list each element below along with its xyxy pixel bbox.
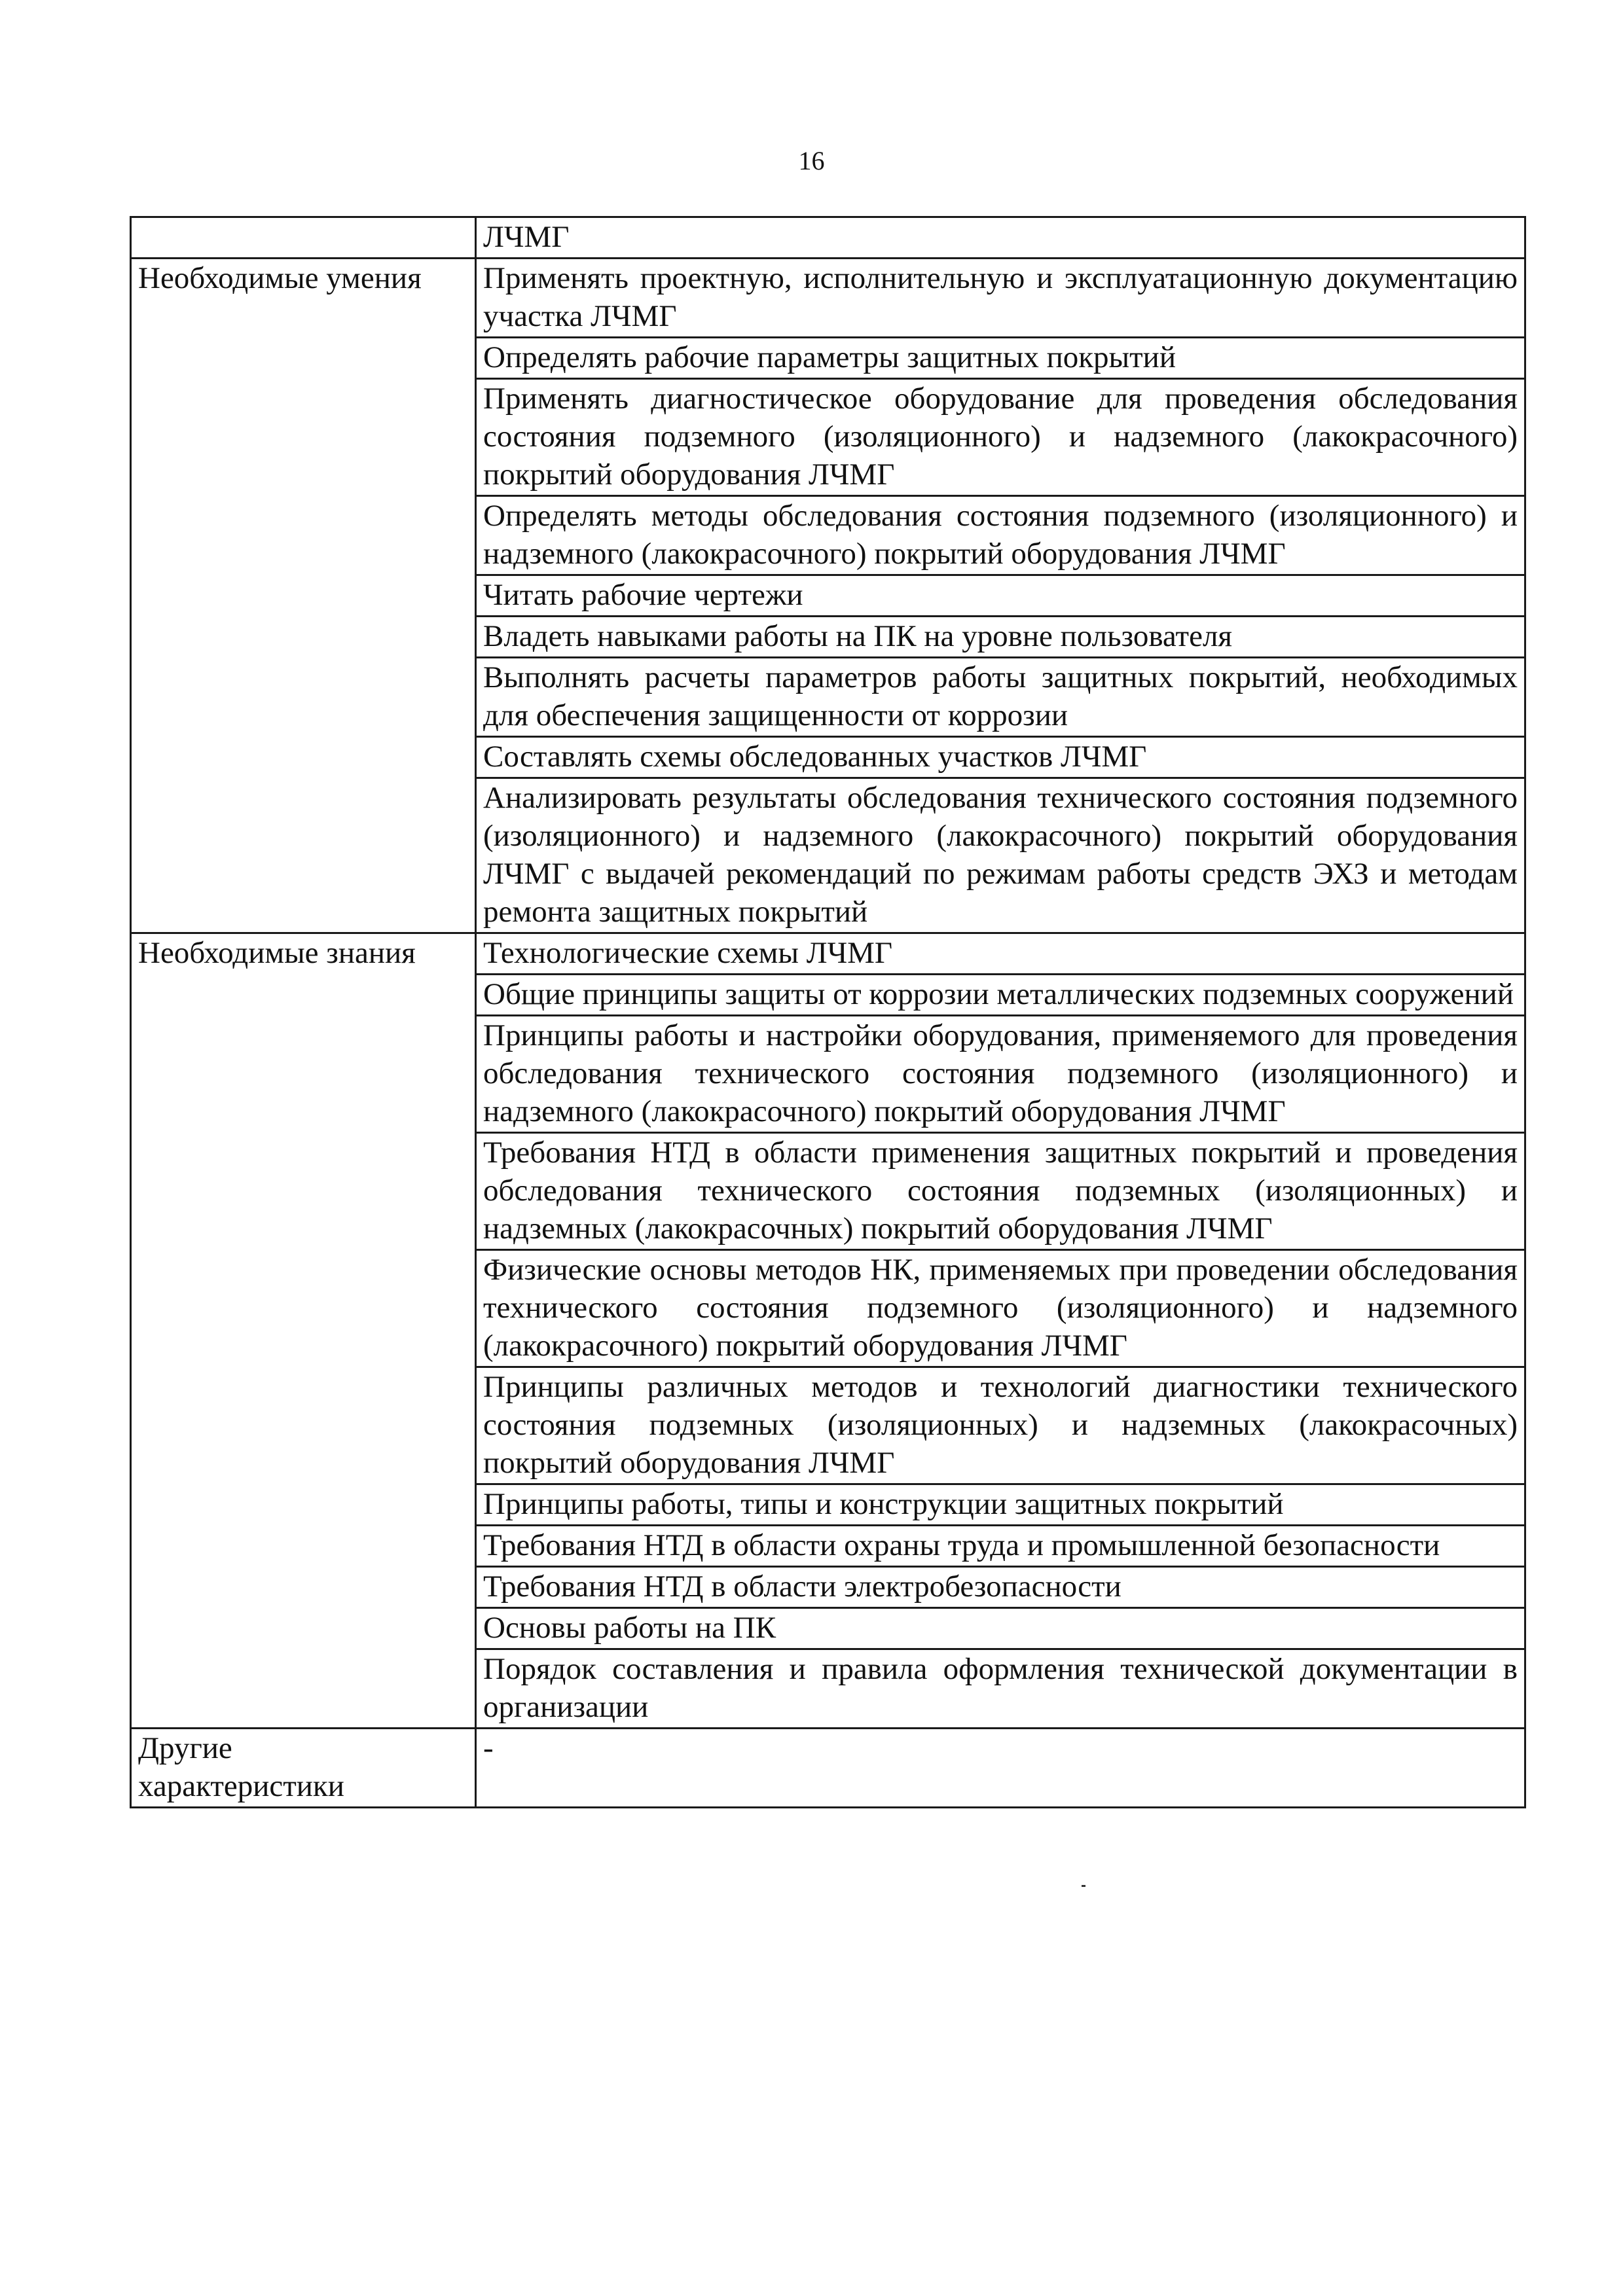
knowledge-item: Порядок составления и правила оформления технической документации в организации bbox=[476, 1649, 1525, 1729]
skill-item: Составлять схемы обследованных участков ЛЧМГ bbox=[476, 737, 1525, 778]
section-label-skills: Необходимые умения bbox=[131, 259, 476, 933]
knowledge-item: Требования НТД в области электробезопасности bbox=[476, 1567, 1525, 1608]
knowledge-item: Требования НТД в области охраны труда и промышленной безопасности bbox=[476, 1526, 1525, 1567]
section-label-knowledge: Необходимые знания bbox=[131, 933, 476, 1729]
knowledge-item: Принципы работы и настройки оборудования, применяемого для проведения обследования технического состояния подземного (изоляционного) и надземного (лакокрасочного) покрытий оборудования ЛЧМГ bbox=[476, 1016, 1525, 1133]
table-row bbox=[131, 217, 1525, 259]
skill-item: Определять методы обследования состояния подземного (изоляционного) и надземного (лакокрасочного) покрытий оборудования ЛЧМГ bbox=[476, 496, 1525, 575]
empty-label-cell bbox=[131, 217, 476, 259]
knowledge-item: Физические основы методов НК, применяемых при проведении обследования технического состояния подземного (изоляционного) и надземного (лакокрасочного) покрытий оборудования ЛЧМГ bbox=[476, 1250, 1525, 1367]
knowledge-item: Требования НТД в области применения защитных покрытий и проведения обследования технического состояния подземных (изоляционных) и надземных (лакокрасочных) покрытий оборудования ЛЧМГ bbox=[476, 1133, 1525, 1250]
stray-mark bbox=[1082, 1885, 1085, 1887]
skill-item: Владеть навыками работы на ПК на уровне пользователя bbox=[476, 617, 1525, 658]
table-row bbox=[131, 1729, 1525, 1808]
knowledge-item: Принципы различных методов и технологий диагностики технического состояния подземных (изоляционных) и надземных (лакокрасочных) покрытий оборудования ЛЧМГ bbox=[476, 1367, 1525, 1484]
knowledge-item: Основы работы на ПК bbox=[476, 1608, 1525, 1649]
skill-item: Применять диагностическое оборудование для проведения обследования состояния подземного (изоляционного) и надземного (лакокрасочного) покрытий оборудования ЛЧМГ bbox=[476, 379, 1525, 496]
section-label-other: Другие характеристики bbox=[131, 1729, 476, 1808]
knowledge-item: Общие принципы защиты от коррозии металлических подземных сооружений bbox=[476, 975, 1525, 1016]
skill-item: Применять проектную, исполнительную и эксплуатационную документацию участка ЛЧМГ bbox=[476, 259, 1525, 338]
knowledge-item: Технологические схемы ЛЧМГ bbox=[476, 933, 1525, 975]
skill-item: Выполнять расчеты параметров работы защитных покрытий, необходимых для обеспечения защищенности от коррозии bbox=[476, 658, 1525, 737]
knowledge-item: Принципы работы, типы и конструкции защитных покрытий bbox=[476, 1484, 1525, 1526]
skill-item: Определять рабочие параметры защитных покрытий bbox=[476, 338, 1525, 379]
skill-item: Анализировать результаты обследования технического состояния подземного (изоляционного) и надземного (лакокрасочного) покрытий оборудования ЛЧМГ с выдачей рекомендаций по режимам работы средств ЭХЗ и методам ремонта защитных покрытий bbox=[476, 778, 1525, 933]
page-number: 16 bbox=[798, 146, 825, 175]
other-item: - bbox=[476, 1729, 1525, 1808]
continuation-cell: ЛЧМГ bbox=[476, 217, 1525, 259]
skill-item: Читать рабочие чертежи bbox=[476, 575, 1525, 617]
table-row bbox=[131, 259, 1525, 338]
table-row bbox=[131, 933, 1525, 975]
competency-table bbox=[130, 216, 1526, 1808]
